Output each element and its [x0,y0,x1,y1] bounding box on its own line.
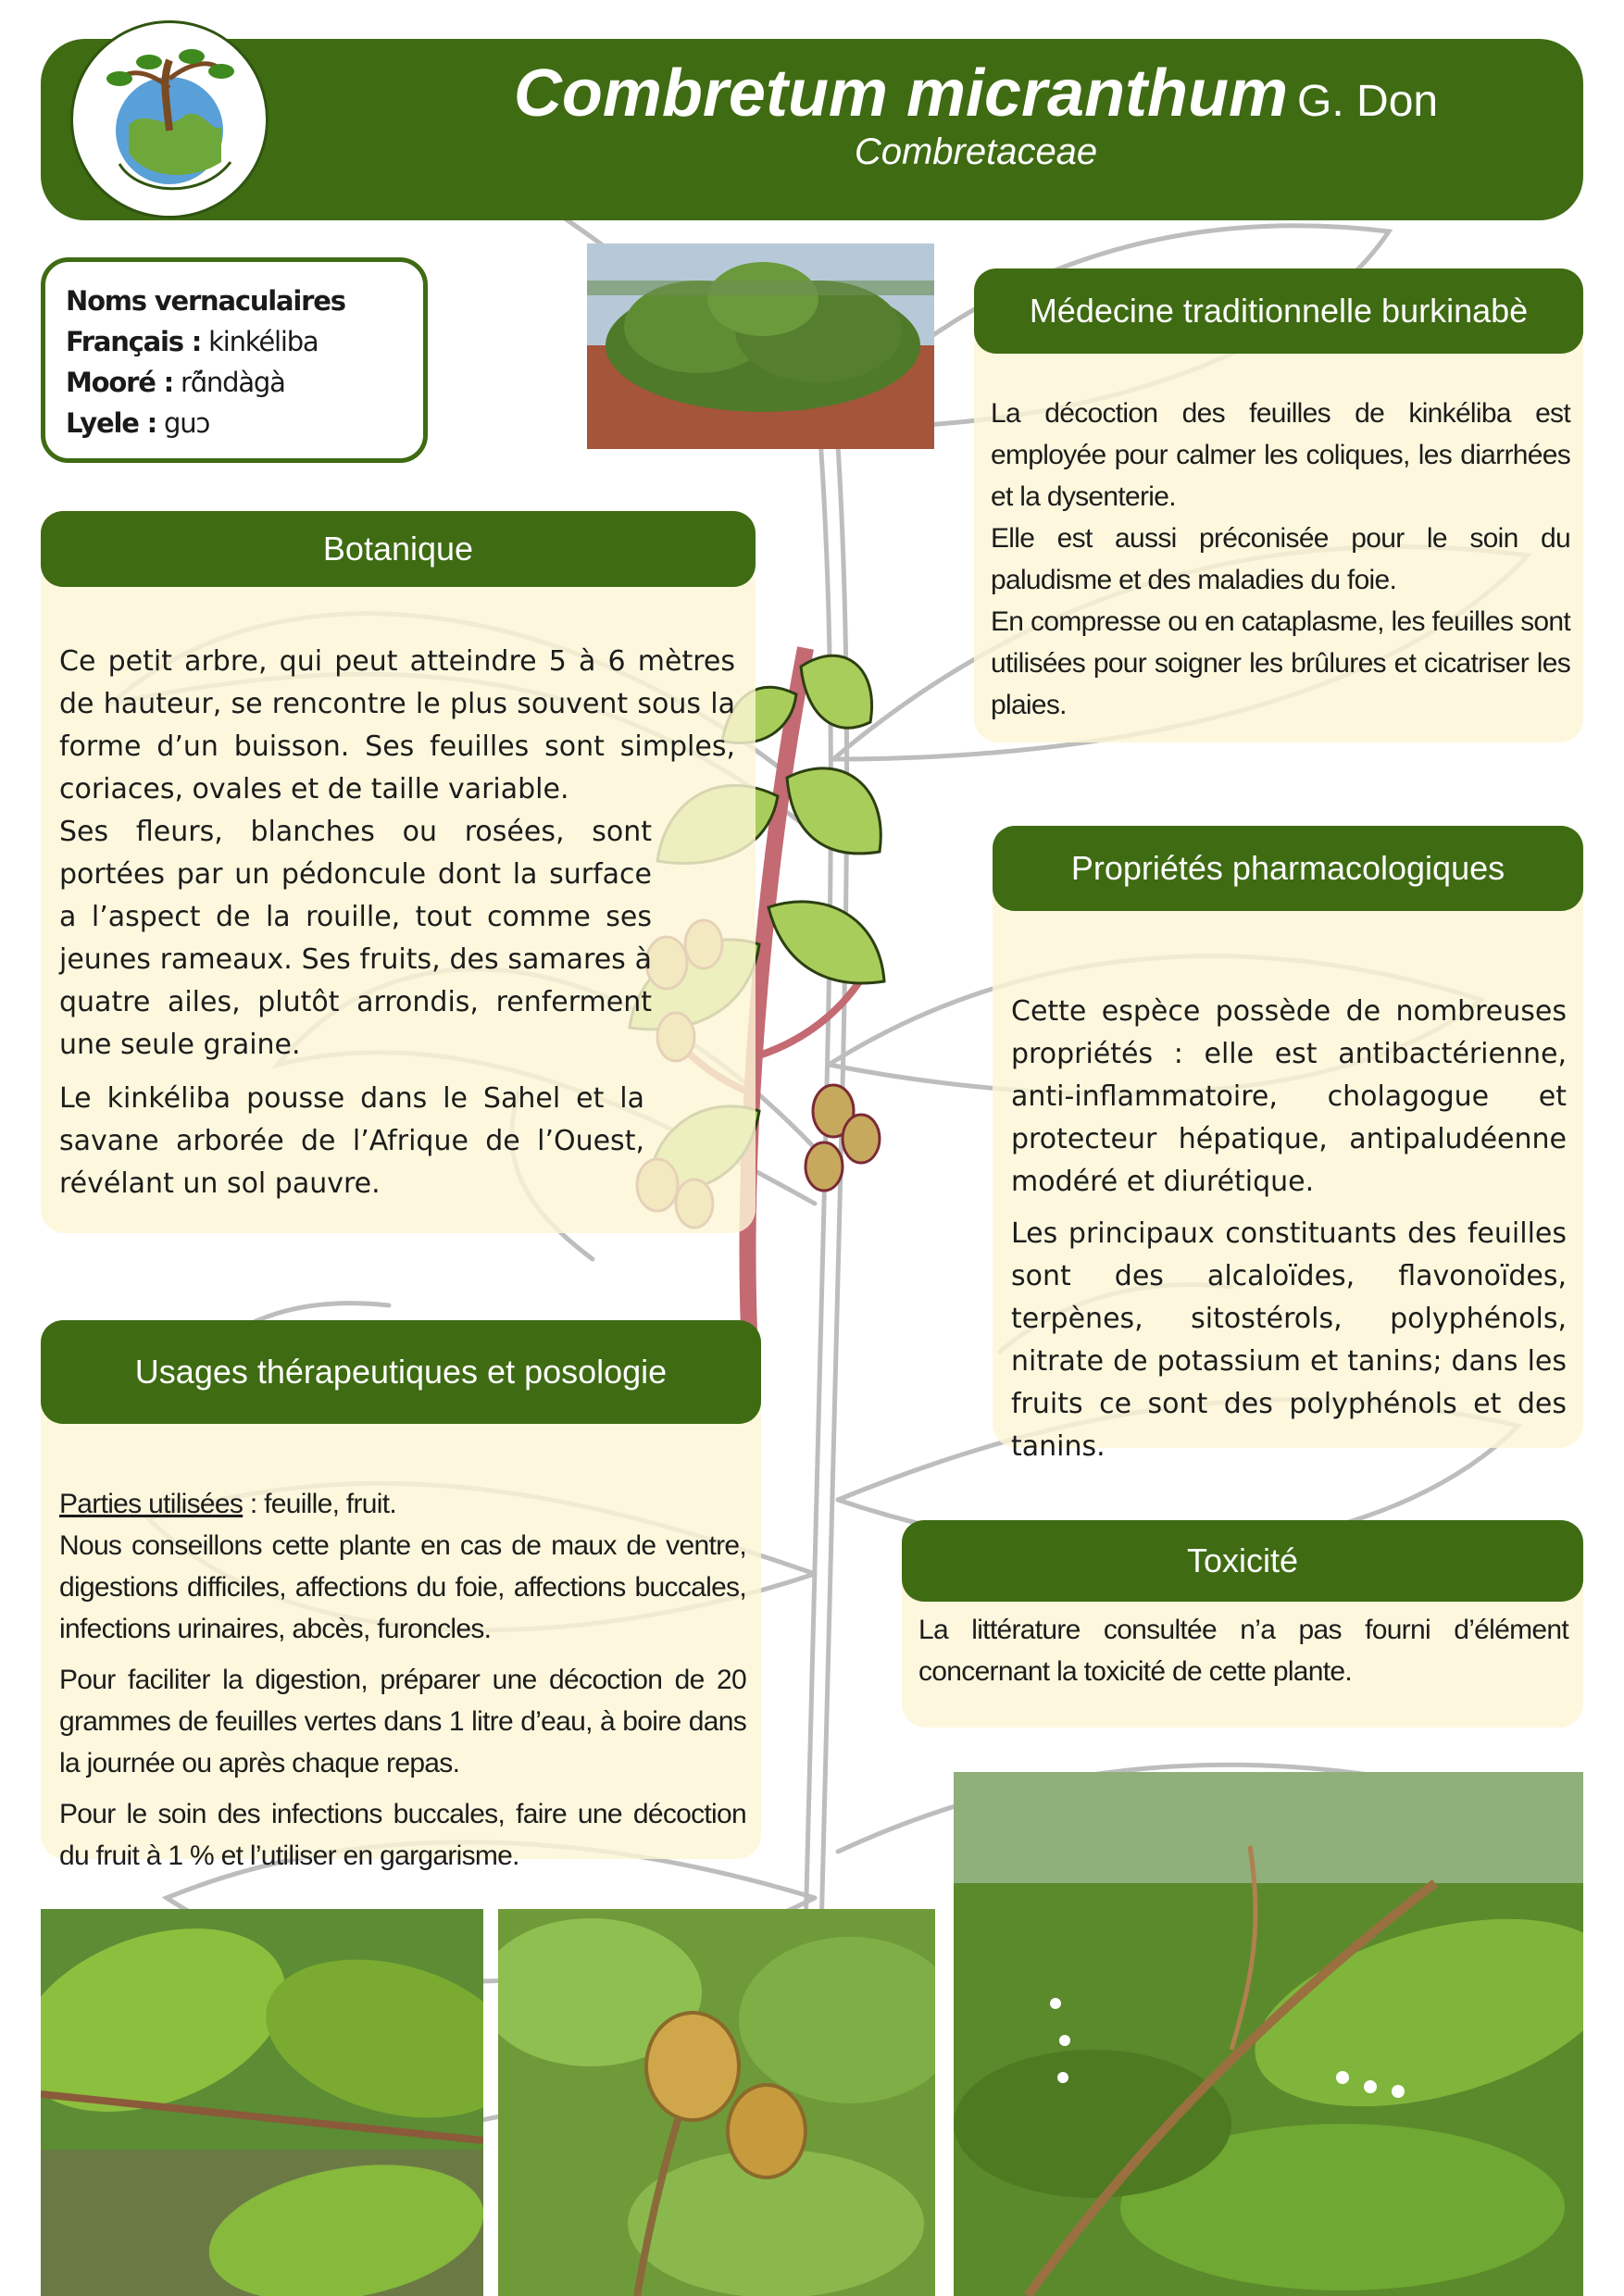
toxicite-title: Toxicité [902,1520,1583,1602]
botanique-text-3: Le kinkéliba pousse dans le Sahel et la savane arborée de l’Afrique de l’Ouest, révélant un sol pauvre. [59,1082,644,1200]
usages-parts: Parties utilisées : feuille, fruit. [59,1489,397,1519]
medecine-section [974,268,1583,742]
proprietes-text-2: Les principaux constituants des feuilles sont des alcaloïdes, flavonoïdes, terpènes, sitostérols, polyphénols, nitrate de potassium et tanins; dans les fruits ce sont des polyphénols et des tanins. [1011,1217,1567,1463]
family-name: Combretaceae [854,131,1098,172]
toxicite-text: La littérature consultée n’a pas fourni d’élément concernant la toxicité de cette plante. [918,1615,1568,1687]
medecine-title: Médecine traditionnelle burkinabè [974,268,1583,354]
species-author: G. Don [1297,77,1439,126]
botanique-title: Botanique [41,511,756,587]
toxicite-section [902,1520,1583,1728]
globe-tree-icon [73,23,266,216]
medecine-text-3: En compresse ou en cataplasme, les feuilles sont utilisées pour soigner les brûlures et cicatriser les plaies. [991,606,1570,720]
bush-photo [587,243,934,449]
proprietes-text-1: Cette espèce possède de nombreuses propriétés : elle est antibactérienne, anti-inflammatoire, cholagogue et protecteur hépatique, antipaludéenne modéré et diurétique. [1011,995,1567,1198]
flowers-photo [954,1772,1583,2296]
usages-title: Usages thérapeutiques et posologie [41,1320,761,1424]
vernacular-names-box [41,257,428,463]
usages-text-1: Nous conseillons cette plante en cas de maux de ventre, digestions difficiles, affections du foie, affections buccales, infections urinaires, abcès, furoncles. [59,1530,746,1644]
medecine-text-2: Elle est aussi préconisée pour le soin du paludisme et des maladies du foie. [991,523,1570,595]
usages-text-3: Pour le soin des infections buccales, faire une décoction du fruit à 1 % et l’utiliser en gargarisme. [59,1799,746,1871]
medecine-text-1: La décoction des feuilles de kinkéliba est employée pour calmer les coliques, les diarrhées et la dysenterie. [991,398,1570,512]
proprietes-title: Propriétés pharmacologiques [993,826,1583,911]
vernacular-french: Français : kinkéliba [66,326,319,357]
botanique-text-2: Ses fleurs, blanches ou rosées, sont portées par un pédoncule dont la surface a l’aspect de la rouille, tout comme ses jeunes rameaux. Ses fruits, des samares à quatre ailes, plutôt arrondis, renferment une seule graine. [59,816,652,1061]
title-banner [41,39,1583,220]
usages-section [41,1320,761,1871]
vernacular-moore: Mooré : rɑ̃́ndàgà [66,367,285,398]
page-title: Combretum micranthum G. Don [513,56,1439,131]
botanique-text-1: Ce petit arbre, qui peut atteindre 5 à 6 mètres de hauteur, se rencontre le plus souvent sous la forme d’un buisson. Ses feuilles sont simples, coriaces, ovales et de taille variable. [59,645,735,805]
fruits-photo [498,1909,935,2296]
vernacular-lyele: Lyele : guɔ [66,407,210,439]
usages-text-2: Pour faciliter la digestion, préparer une décoction de 20 grammes de feuilles vertes dans 1 litre d’eau, à boire dans la journée ou après chaque repas. [59,1665,746,1778]
jardins-du-monde-logo [70,20,269,218]
botanique-section [41,511,756,1233]
leaves-photo [41,1909,483,2296]
vernacular-heading: Noms vernaculaires [66,285,345,317]
proprietes-section [993,826,1583,1463]
